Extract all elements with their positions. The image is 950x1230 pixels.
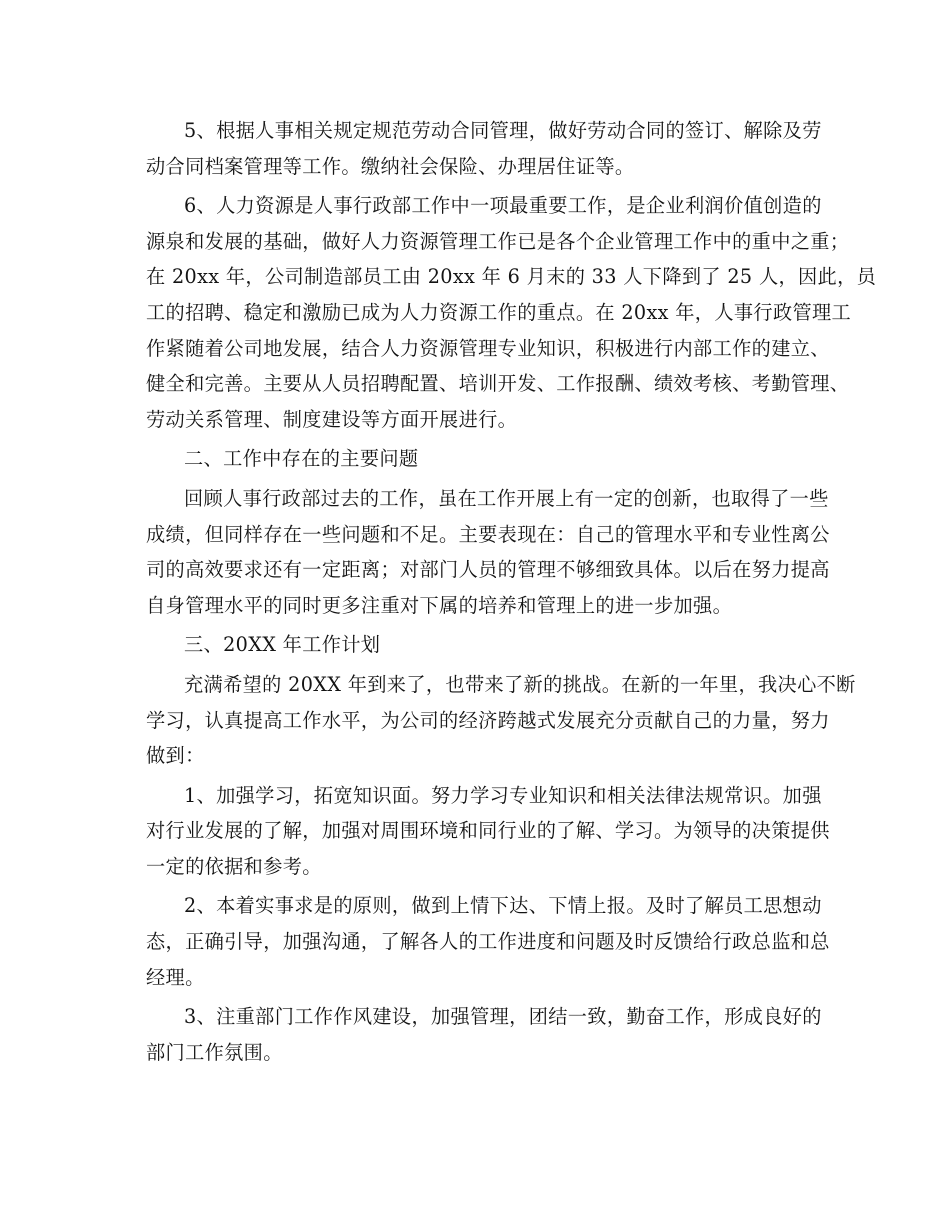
- text-line: 部门工作氛围。: [146, 1040, 283, 1064]
- text-line: 对行业发展的了解，加强对周围环境和同行业的了解、学习。为领导的决策提供: [146, 819, 830, 843]
- text-line: 一定的依据和参考。: [146, 854, 322, 878]
- text-line: 态，正确引导，加强沟通，了解各人的工作进度和问题及时反馈给行政总监和总: [146, 930, 830, 954]
- text-line: 3、注重部门工作作风建设，加强管理，团结一致，勤奋工作，形成良好的: [184, 1005, 822, 1029]
- text-line: 司的高效要求还有一定距离；对部门人员的管理不够细致具体。以后在努力提高: [146, 558, 830, 582]
- paragraph: [146, 627, 814, 663]
- text-line: 5、根据人事相关规定规范劳动合同管理，做好劳动合同的签订、解除及劳: [184, 119, 822, 142]
- paragraph: [146, 778, 830, 885]
- paragraph: [146, 999, 822, 1070]
- text-line: 动合同档案管理等工作。缴纳社会保险、办理居住证等。: [146, 154, 635, 178]
- text-line: 1、加强学习，拓宽知识面。努力学习专业知识和相关法律法规常识。加强: [184, 783, 822, 807]
- text-line: 做到：: [146, 744, 205, 768]
- text-line: 2、本着实事求是的原则，做到上情下达、下情上报。及时了解员工思想动: [184, 894, 822, 918]
- text-line: 劳动关系管理、制度建设等方面开展进行。: [146, 407, 518, 431]
- paragraph: [146, 481, 830, 623]
- text-line: 作紧随着公司地发展，结合人力资源管理专业知识，积极进行内部工作的建立、: [146, 336, 830, 360]
- text-line: 6、人力资源是人事行政部工作中一项最重要工作，是企业利润价值创造的: [184, 194, 822, 218]
- text-line: 经理。: [146, 965, 205, 989]
- text-line: 自身管理水平的同时更多注重对下属的培养和管理上的进一步加强。: [146, 593, 733, 617]
- text-line: 充满希望的 20XX 年到来了，也带来了新的挑战。在新的一年里，我决心不断: [184, 672, 856, 696]
- text-line: 在 20xx 年，公司制造部员工由 20xx 年 6 月末的 33 人下降到了 25 人，因此，员: [146, 265, 877, 289]
- document-body: [146, 113, 877, 1074]
- text-line: 源泉和发展的基础，做好人力资源管理工作已是各个企业管理工作中的重中之重；: [146, 229, 850, 253]
- text-line: 健全和完善。主要从人员招聘配置、培训开发、工作报酬、绩效考核、考勤管理、: [146, 372, 850, 396]
- text-line: 学习，认真提高工作水平，为公司的经济跨越式发展充分贡献自己的力量，努力: [146, 708, 830, 732]
- paragraph: [146, 888, 830, 995]
- paragraph: [146, 188, 877, 437]
- paragraph: [146, 667, 856, 774]
- text-line: 三、20XX 年工作计划: [184, 633, 381, 657]
- paragraph: [146, 113, 822, 184]
- text-line: 成绩，但同样存在一些问题和不足。主要表现在：自己的管理水平和专业性离公: [146, 522, 830, 546]
- text-line: 回顾人事行政部过去的工作，虽在工作开展上有一定的创新，也取得了一些: [184, 486, 829, 510]
- paragraph: [146, 441, 814, 477]
- text-line: 二、工作中存在的主要问题: [184, 447, 419, 471]
- text-line: 工的招聘、稳定和激励已成为人力资源工作的重点。在 20xx 年，人事行政管理工: [146, 300, 852, 324]
